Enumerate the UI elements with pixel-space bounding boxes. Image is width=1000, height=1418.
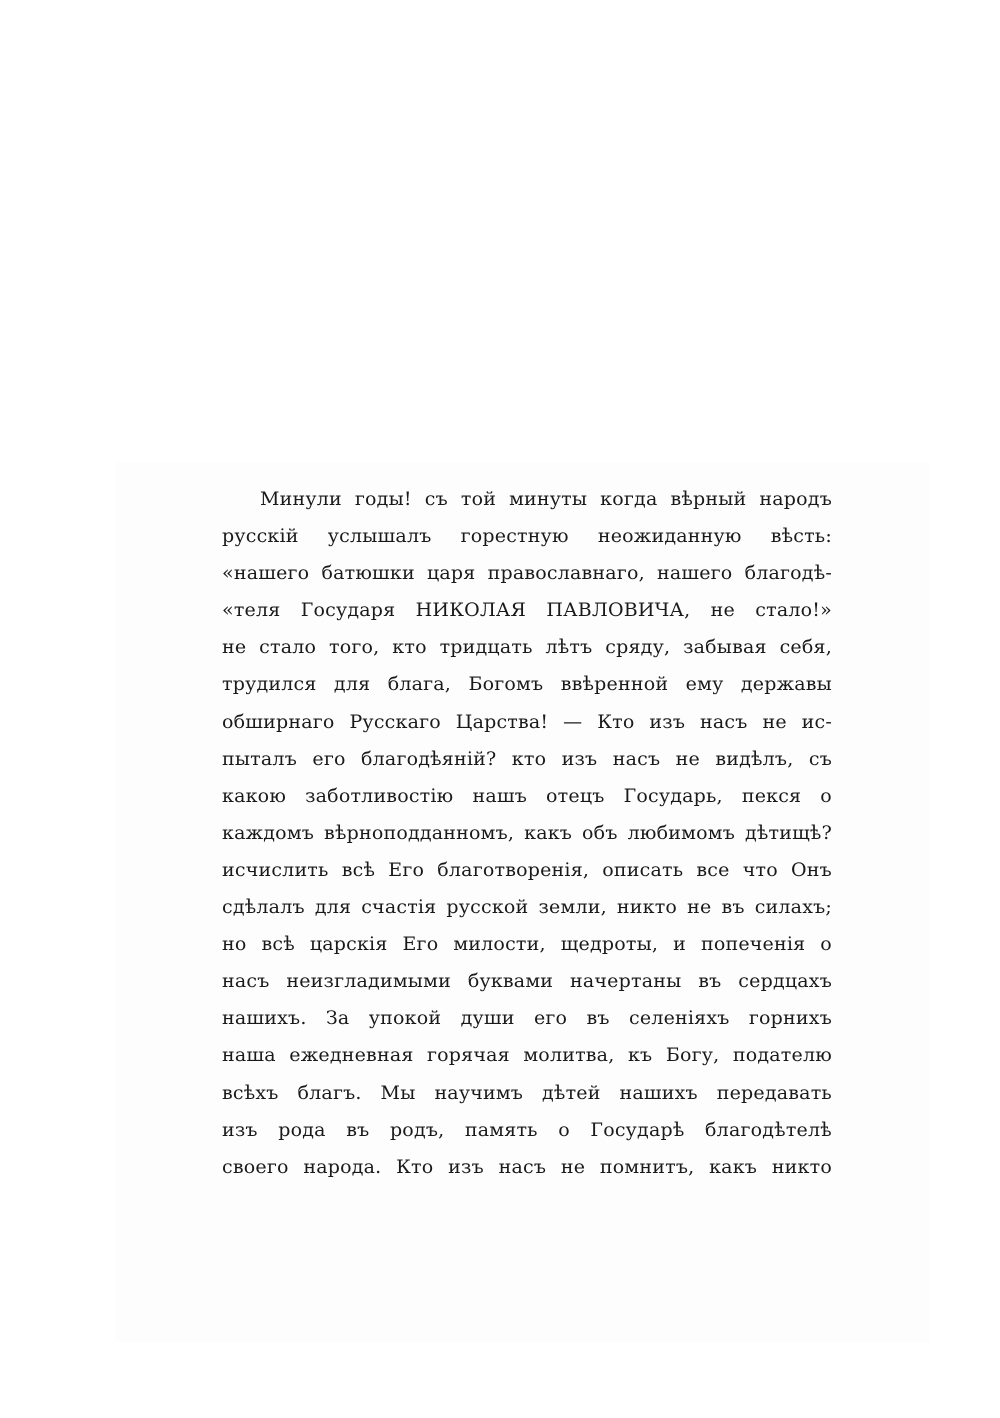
word: передавать <box>716 1081 832 1104</box>
word: въ <box>721 896 745 919</box>
word: всѣхъ <box>222 1081 279 1104</box>
word: для <box>314 896 352 919</box>
word: горячая <box>427 1044 510 1067</box>
word: неожиданную <box>597 525 742 548</box>
word: щедроты, <box>560 933 659 956</box>
text-line <box>222 592 832 629</box>
word: Кто <box>396 1155 434 1178</box>
word: насъ <box>222 970 270 993</box>
word: дѣтищѣ? <box>744 821 832 844</box>
word: своего <box>222 1155 289 1178</box>
word: какъ <box>524 821 573 844</box>
word: той <box>460 488 497 510</box>
word: благодѣяній? <box>361 747 497 770</box>
word: его <box>312 747 346 770</box>
word: Государя <box>300 599 396 622</box>
word: никто <box>771 1155 832 1178</box>
word: Кто <box>597 710 635 733</box>
word: но <box>222 933 247 956</box>
word: забывая <box>683 636 767 659</box>
word: отецъ <box>546 784 605 807</box>
word: пекся <box>741 784 802 807</box>
word: горестную <box>460 525 569 548</box>
word: Минули <box>260 488 342 510</box>
word: минуты <box>509 488 588 510</box>
word: и <box>673 933 686 956</box>
word: насъ <box>612 747 661 770</box>
word: земли, <box>538 896 607 919</box>
word: ПАВЛОВИЧА, <box>546 599 691 622</box>
word: изъ <box>222 1118 258 1141</box>
word: За <box>325 1007 350 1030</box>
word: рода <box>278 1118 326 1141</box>
word: не <box>560 1155 586 1178</box>
word: пыталъ <box>222 747 297 770</box>
word: въ <box>698 970 722 993</box>
word: счастія <box>361 896 437 919</box>
word: сдѣлалъ <box>222 896 305 919</box>
word: о <box>820 933 832 956</box>
word: не <box>762 710 787 733</box>
word: объ <box>582 821 618 844</box>
text-line <box>222 926 832 963</box>
text-line <box>222 1037 832 1074</box>
word: селеніяхъ <box>629 1007 730 1030</box>
word: стало <box>259 636 317 659</box>
word: державы <box>740 673 832 696</box>
word: Мы <box>380 1081 416 1104</box>
word: души <box>460 1007 515 1030</box>
text-line <box>222 1112 832 1149</box>
word: любимомъ <box>627 821 735 844</box>
word: какъ <box>709 1155 758 1178</box>
word: народа. <box>303 1155 382 1178</box>
word: обширнаго <box>222 710 335 733</box>
word: — <box>563 710 583 733</box>
word: сердцахъ <box>738 970 832 993</box>
text-line <box>222 963 832 1000</box>
word: описать <box>602 858 684 881</box>
word: благодѣтелѣ <box>705 1118 832 1141</box>
word: царя <box>426 562 476 585</box>
word: его <box>533 1007 568 1030</box>
word: наша <box>222 1044 276 1067</box>
word: Государь, <box>623 784 723 807</box>
word: вѣрноподданномъ, <box>324 821 515 844</box>
word: нашъ <box>472 784 527 807</box>
text-line <box>222 741 832 778</box>
word: изъ <box>649 710 686 733</box>
word: дѣтей <box>542 1081 601 1104</box>
word: научимъ <box>434 1081 524 1104</box>
word: къ <box>627 1044 653 1067</box>
word: благодѣ- <box>744 562 832 585</box>
word: себя, <box>779 636 832 659</box>
word: что <box>742 858 778 881</box>
text-line <box>222 1000 832 1037</box>
word: нашихъ. <box>222 1007 307 1030</box>
word: съ <box>808 747 832 770</box>
word: какою <box>222 784 287 807</box>
word: не <box>675 747 700 770</box>
word: ежедневная <box>289 1044 414 1067</box>
word: для <box>333 673 371 696</box>
word: того, <box>329 636 380 659</box>
text-line <box>222 1149 832 1186</box>
word: каждомъ <box>222 821 315 844</box>
text-line <box>222 555 832 592</box>
word: благотворенія, <box>437 858 590 881</box>
word: никто <box>616 896 678 919</box>
text-line <box>222 666 832 703</box>
word: русской <box>446 896 529 919</box>
word: благъ. <box>297 1081 362 1104</box>
word: молитва, <box>523 1044 615 1067</box>
text-line <box>222 1075 832 1112</box>
word: вѣсть: <box>770 525 832 548</box>
word: въ <box>586 1007 610 1030</box>
word: услышалъ <box>327 525 432 548</box>
word: подателю <box>732 1044 832 1067</box>
text-line <box>222 629 832 666</box>
word: Богомъ <box>468 673 544 696</box>
word: неизгладимыми <box>286 970 451 993</box>
word: видѣлъ, <box>715 747 794 770</box>
word: не <box>710 599 735 622</box>
word: насъ <box>700 710 748 733</box>
word: всѣ <box>261 933 295 956</box>
word: милости, <box>453 933 546 956</box>
word: всѣ <box>341 858 376 881</box>
word: стало!» <box>755 599 832 622</box>
text-line <box>222 704 832 741</box>
word: царскія <box>309 933 388 956</box>
word: батюшки <box>321 562 415 585</box>
word: Русскаго <box>349 710 441 733</box>
text-line <box>222 852 832 889</box>
word: НИКОЛАЯ <box>415 599 527 622</box>
body-text <box>222 481 832 1186</box>
word: нашихъ <box>619 1081 698 1104</box>
word: буквами <box>467 970 554 993</box>
word: не <box>222 636 247 659</box>
word: русскій <box>222 525 299 548</box>
word: все <box>696 858 730 881</box>
word: когда <box>600 488 658 510</box>
word: о <box>820 784 832 807</box>
word: память <box>464 1118 538 1141</box>
word: изъ <box>561 747 598 770</box>
word: трудился <box>222 673 317 696</box>
word: изъ <box>448 1155 484 1178</box>
word: Онъ <box>791 858 832 881</box>
word: ис- <box>801 710 832 733</box>
word: лѣтъ <box>545 636 593 659</box>
word: Богу, <box>665 1044 720 1067</box>
word: Царства! <box>455 710 549 733</box>
word: начертаны <box>570 970 682 993</box>
word: съ <box>424 488 448 510</box>
word: упокой <box>368 1007 442 1030</box>
word: насъ <box>498 1155 547 1178</box>
text-line <box>222 518 832 555</box>
word: родъ, <box>389 1118 445 1141</box>
word: Его <box>388 858 425 881</box>
word: Государѣ <box>590 1118 685 1141</box>
word: помнитъ, <box>599 1155 695 1178</box>
word: не <box>687 896 712 919</box>
word: православнаго, <box>487 562 645 585</box>
word: ввѣренной <box>560 673 669 696</box>
text-line <box>222 481 832 518</box>
word: Его <box>402 933 439 956</box>
word: годы! <box>354 488 412 510</box>
word: заботливостію <box>305 784 454 807</box>
word: нашего <box>656 562 733 585</box>
word: исчислить <box>222 858 329 881</box>
word: «нашего <box>222 562 310 585</box>
word: кто <box>511 747 547 770</box>
word: «теля <box>222 599 281 622</box>
text-line <box>222 778 832 815</box>
word: тридцать <box>439 636 533 659</box>
word: народъ <box>759 488 832 510</box>
word: силахъ; <box>754 896 832 919</box>
word: вѣрный <box>670 488 747 510</box>
word: ему <box>685 673 724 696</box>
word: въ <box>346 1118 370 1141</box>
word: кто <box>392 636 427 659</box>
text-line <box>222 889 832 926</box>
word: о <box>558 1118 570 1141</box>
word: попеченія <box>700 933 806 956</box>
word: горнихъ <box>748 1007 832 1030</box>
text-line <box>222 815 832 852</box>
word: блага, <box>387 673 452 696</box>
word: сряду, <box>605 636 671 659</box>
